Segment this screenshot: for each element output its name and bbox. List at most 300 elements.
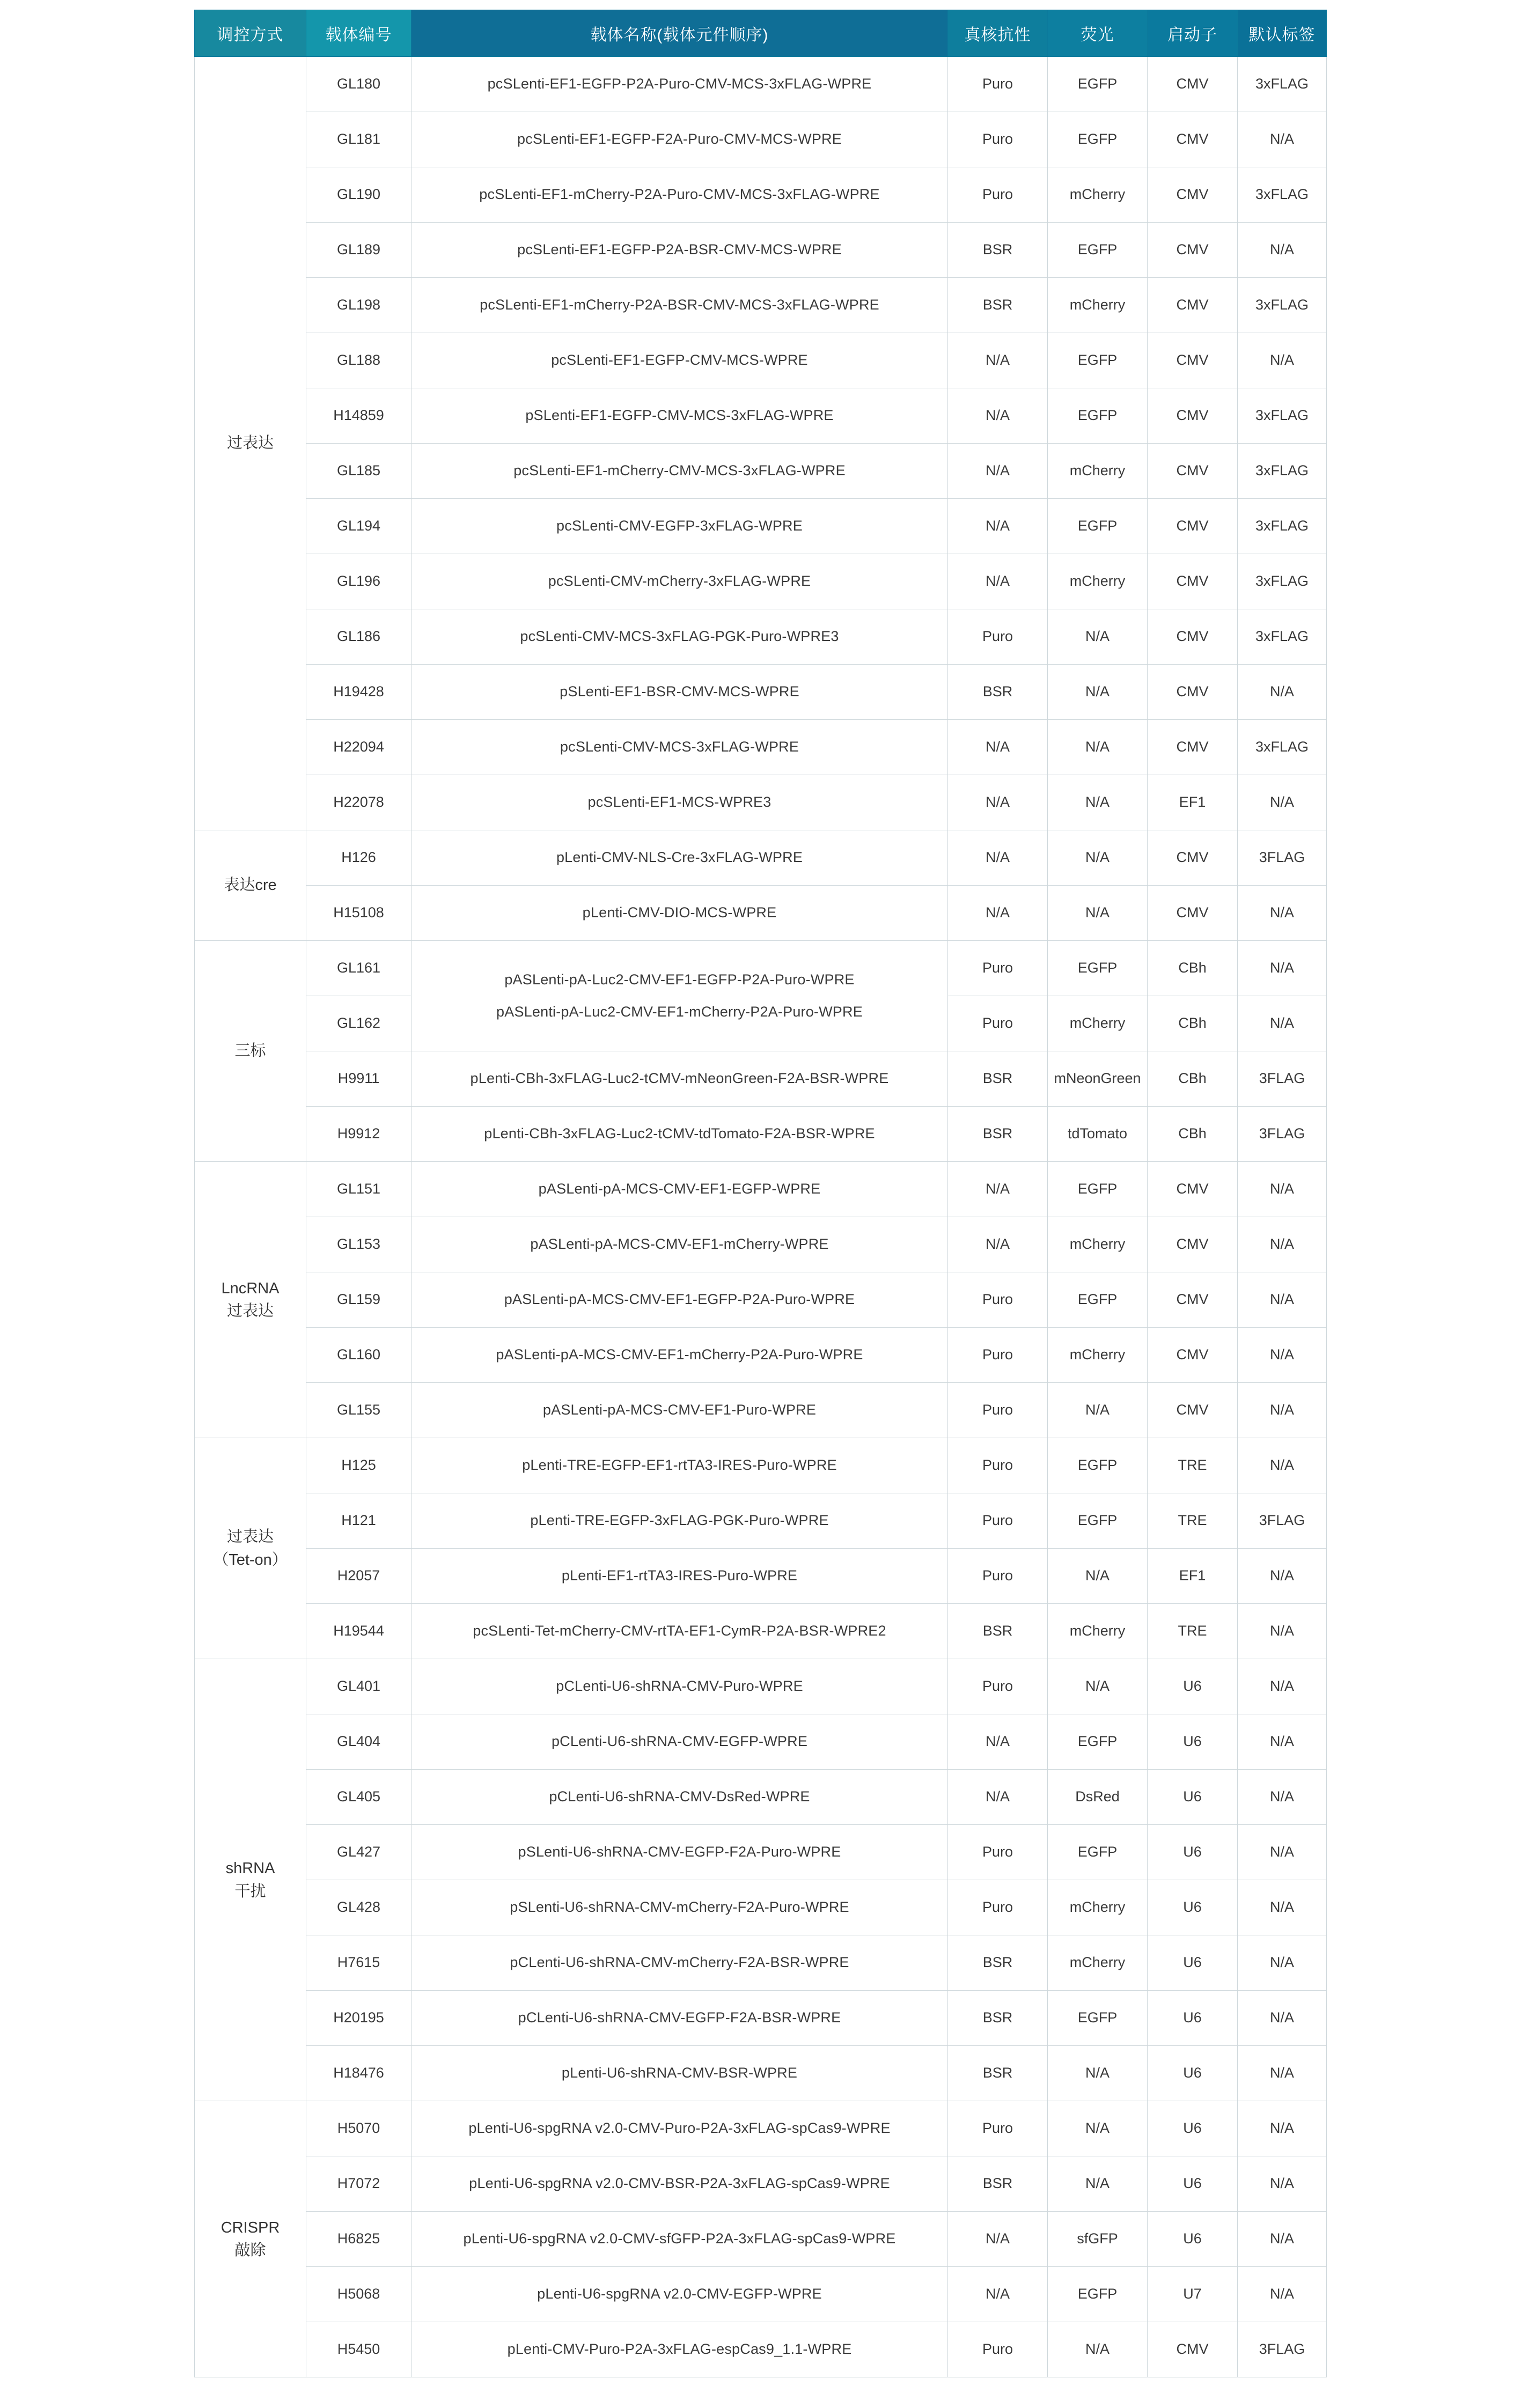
table-row [195, 665, 1327, 720]
fluorescence-cell: tdTomato [1048, 1107, 1148, 1162]
default-tag-cell: N/A [1238, 1880, 1327, 1935]
fluorescence-cell: sfGFP [1048, 2212, 1148, 2267]
promoter-cell: CBh [1148, 996, 1238, 1051]
promoter-cell: U6 [1148, 2212, 1238, 2267]
table-row [195, 1770, 1327, 1825]
group-label-cell [195, 1438, 306, 1659]
fluorescence-cell: EGFP [1048, 1991, 1148, 2046]
vector-id-cell: H7072 [306, 2156, 412, 2212]
column-header-fluorescence: 荧光 [1048, 10, 1148, 57]
resistance-cell: Puro [948, 57, 1048, 112]
group-label-line: LncRNA [221, 1279, 280, 1297]
resistance-cell: Puro [948, 996, 1048, 1051]
promoter-cell: CMV [1148, 2322, 1238, 2377]
table-row [195, 2267, 1327, 2322]
resistance-cell: Puro [948, 167, 1048, 223]
resistance-cell: N/A [948, 886, 1048, 941]
vector-name-cell: pCLenti-U6-shRNA-CMV-DsRed-WPRE [412, 1770, 948, 1825]
default-tag-cell: 3FLAG [1238, 1051, 1327, 1107]
resistance-cell: Puro [948, 1825, 1048, 1880]
table-header-row [195, 10, 1327, 57]
column-header-default-tag: 默认标签 [1238, 10, 1327, 57]
vector-name-cell [412, 941, 948, 1051]
resistance-cell: N/A [948, 2212, 1048, 2267]
fluorescence-cell: mCherry [1048, 1880, 1148, 1935]
vector-id-cell: GL186 [306, 609, 412, 665]
default-tag-cell: N/A [1238, 1549, 1327, 1604]
vector-id-cell: H19428 [306, 665, 412, 720]
fluorescence-cell: EGFP [1048, 57, 1148, 112]
vector-name-cell: pcSLenti-CMV-EGFP-3xFLAG-WPRE [412, 499, 948, 554]
vector-name-cell: pLenti-U6-spgRNA v2.0-CMV-sfGFP-P2A-3xFLAG-spCas9-WPRE [412, 2212, 948, 2267]
default-tag-cell: 3xFLAG [1238, 57, 1327, 112]
vector-id-cell: GL189 [306, 223, 412, 278]
vector-id-cell: GL153 [306, 1217, 412, 1272]
fluorescence-cell: EGFP [1048, 941, 1148, 996]
fluorescence-cell: DsRed [1048, 1770, 1148, 1825]
resistance-cell: BSR [948, 1107, 1048, 1162]
table-row [195, 1107, 1327, 1162]
column-header-regulation: 调控方式 [195, 10, 306, 57]
group-label-line: 敲除 [234, 2242, 266, 2259]
default-tag-cell: N/A [1238, 1714, 1327, 1770]
vector-id-cell: H18476 [306, 2046, 412, 2101]
vector-name-cell: pCLenti-U6-shRNA-CMV-mCherry-F2A-BSR-WPRE [412, 1935, 948, 1991]
default-tag-cell: N/A [1238, 775, 1327, 830]
fluorescence-cell: N/A [1048, 886, 1148, 941]
vector-id-cell: GL196 [306, 554, 412, 609]
resistance-cell: Puro [948, 1328, 1048, 1383]
fluorescence-cell: N/A [1048, 2046, 1148, 2101]
promoter-cell: CMV [1148, 1162, 1238, 1217]
vector-id-cell: GL185 [306, 444, 412, 499]
promoter-cell: U6 [1148, 1770, 1238, 1825]
table-row [195, 223, 1327, 278]
fluorescence-cell: N/A [1048, 609, 1148, 665]
default-tag-cell: 3xFLAG [1238, 609, 1327, 665]
resistance-cell: N/A [948, 1770, 1048, 1825]
promoter-cell: TRE [1148, 1493, 1238, 1549]
vector-name-cell: pLenti-U6-spgRNA v2.0-CMV-BSR-P2A-3xFLAG-spCas9-WPRE [412, 2156, 948, 2212]
resistance-cell: BSR [948, 223, 1048, 278]
resistance-cell: Puro [948, 1383, 1048, 1438]
resistance-cell: N/A [948, 2267, 1048, 2322]
column-header-vector-name: 载体名称(载体元件顺序) [412, 10, 948, 57]
default-tag-cell: N/A [1238, 333, 1327, 388]
default-tag-cell: 3xFLAG [1238, 554, 1327, 609]
table-row [195, 57, 1327, 112]
group-label-line: 三标 [234, 1042, 266, 1060]
table-row [195, 1991, 1327, 2046]
vector-name-cell: pSLenti-EF1-BSR-CMV-MCS-WPRE [412, 665, 948, 720]
table-row [195, 1935, 1327, 1991]
fluorescence-cell: N/A [1048, 775, 1148, 830]
resistance-cell: BSR [948, 665, 1048, 720]
table-row [195, 2322, 1327, 2377]
promoter-cell: U6 [1148, 1880, 1238, 1935]
promoter-cell: CBh [1148, 1107, 1238, 1162]
promoter-cell: U6 [1148, 1714, 1238, 1770]
vector-name-cell: pLenti-CMV-Puro-P2A-3xFLAG-espCas9_1.1-WPRE [412, 2322, 948, 2377]
vector-name-line: pASLenti-pA-Luc2-CMV-EF1-EGFP-P2A-Puro-WPRE [504, 971, 855, 988]
promoter-cell: TRE [1148, 1604, 1238, 1659]
table-row [195, 1659, 1327, 1714]
default-tag-cell: N/A [1238, 2212, 1327, 2267]
vector-id-cell: GL401 [306, 1659, 412, 1714]
fluorescence-cell: EGFP [1048, 1438, 1148, 1493]
fluorescence-cell: N/A [1048, 720, 1148, 775]
table-row [195, 333, 1327, 388]
fluorescence-cell: EGFP [1048, 1272, 1148, 1328]
vector-id-cell: H2057 [306, 1549, 412, 1604]
default-tag-cell: N/A [1238, 1328, 1327, 1383]
vector-name-cell: pSLenti-U6-shRNA-CMV-mCherry-F2A-Puro-WPRE [412, 1880, 948, 1935]
fluorescence-cell: N/A [1048, 1659, 1148, 1714]
table-row [195, 1383, 1327, 1438]
fluorescence-cell: EGFP [1048, 388, 1148, 444]
group-label-cell [195, 830, 306, 941]
promoter-cell: CMV [1148, 1217, 1238, 1272]
default-tag-cell: 3xFLAG [1238, 720, 1327, 775]
table-row [195, 1825, 1327, 1880]
resistance-cell: N/A [948, 499, 1048, 554]
promoter-cell: CBh [1148, 941, 1238, 996]
resistance-cell: Puro [948, 609, 1048, 665]
promoter-cell: U6 [1148, 1935, 1238, 1991]
promoter-cell: CMV [1148, 830, 1238, 886]
promoter-cell: U6 [1148, 1991, 1238, 2046]
fluorescence-cell: mCherry [1048, 1217, 1148, 1272]
vector-name-cell: pASLenti-pA-MCS-CMV-EF1-mCherry-P2A-Puro-WPRE [412, 1328, 948, 1383]
default-tag-cell: N/A [1238, 1770, 1327, 1825]
vector-name-cell: pCLenti-U6-shRNA-CMV-EGFP-F2A-BSR-WPRE [412, 1991, 948, 2046]
promoter-cell: CMV [1148, 1272, 1238, 1328]
table-row [195, 720, 1327, 775]
vector-name-cell: pcSLenti-EF1-mCherry-P2A-BSR-CMV-MCS-3xFLAG-WPRE [412, 278, 948, 333]
resistance-cell: N/A [948, 1217, 1048, 1272]
vector-name-cell: pLenti-CBh-3xFLAG-Luc2-tCMV-mNeonGreen-F2A-BSR-WPRE [412, 1051, 948, 1107]
group-label-line: CRISPR [221, 2219, 280, 2236]
table-row [195, 278, 1327, 333]
promoter-cell: EF1 [1148, 1549, 1238, 1604]
default-tag-cell: 3FLAG [1238, 2322, 1327, 2377]
promoter-cell: U6 [1148, 2156, 1238, 2212]
fluorescence-cell: mCherry [1048, 444, 1148, 499]
resistance-cell: N/A [948, 775, 1048, 830]
vector-name-cell: pcSLenti-EF1-mCherry-P2A-Puro-CMV-MCS-3xFLAG-WPRE [412, 167, 948, 223]
vector-id-cell: GL405 [306, 1770, 412, 1825]
default-tag-cell: N/A [1238, 1604, 1327, 1659]
fluorescence-cell: EGFP [1048, 112, 1148, 167]
default-tag-cell: N/A [1238, 2046, 1327, 2101]
vector-id-cell: GL181 [306, 112, 412, 167]
vector-name-cell: pASLenti-pA-MCS-CMV-EF1-Puro-WPRE [412, 1383, 948, 1438]
table-row [195, 2212, 1327, 2267]
vector-id-cell: H14859 [306, 388, 412, 444]
resistance-cell: Puro [948, 941, 1048, 996]
fluorescence-cell: EGFP [1048, 499, 1148, 554]
default-tag-cell: N/A [1238, 1991, 1327, 2046]
fluorescence-cell: N/A [1048, 2156, 1148, 2212]
resistance-cell: BSR [948, 2156, 1048, 2212]
table-row [195, 1714, 1327, 1770]
vector-name-cell: pLenti-TRE-EGFP-EF1-rtTA3-IRES-Puro-WPRE [412, 1438, 948, 1493]
vector-id-cell: H121 [306, 1493, 412, 1549]
default-tag-cell: N/A [1238, 2101, 1327, 2156]
vector-name-cell: pcSLenti-CMV-MCS-3xFLAG-PGK-Puro-WPRE3 [412, 609, 948, 665]
resistance-cell: BSR [948, 278, 1048, 333]
table-header [195, 10, 1327, 57]
group-label-line: 干扰 [234, 1882, 266, 1900]
default-tag-cell: N/A [1238, 223, 1327, 278]
table-row [195, 388, 1327, 444]
default-tag-cell: 3FLAG [1238, 1107, 1327, 1162]
default-tag-cell: N/A [1238, 1659, 1327, 1714]
vector-name-cell: pcSLenti-EF1-EGFP-P2A-Puro-CMV-MCS-3xFLAG-WPRE [412, 57, 948, 112]
vector-list-table [194, 10, 1327, 2377]
fluorescence-cell: N/A [1048, 1383, 1148, 1438]
promoter-cell: U6 [1148, 2046, 1238, 2101]
vector-name-cell: pLenti-CMV-DIO-MCS-WPRE [412, 886, 948, 941]
promoter-cell: CMV [1148, 499, 1238, 554]
fluorescence-cell: mCherry [1048, 1935, 1148, 1991]
vector-name-cell: pcSLenti-EF1-mCherry-CMV-MCS-3xFLAG-WPRE [412, 444, 948, 499]
resistance-cell: N/A [948, 830, 1048, 886]
promoter-cell: CMV [1148, 278, 1238, 333]
resistance-cell: Puro [948, 1659, 1048, 1714]
fluorescence-cell: EGFP [1048, 1825, 1148, 1880]
default-tag-cell: N/A [1238, 1272, 1327, 1328]
table-row [195, 941, 1327, 996]
resistance-cell: BSR [948, 1991, 1048, 2046]
promoter-cell: CMV [1148, 1383, 1238, 1438]
table-row [195, 444, 1327, 499]
fluorescence-cell: mCherry [1048, 554, 1148, 609]
default-tag-cell: N/A [1238, 1825, 1327, 1880]
column-header-resistance: 真核抗性 [948, 10, 1048, 57]
group-label-line: 过表达 [226, 1302, 274, 1320]
group-label-cell [195, 57, 306, 830]
default-tag-cell: N/A [1238, 1935, 1327, 1991]
resistance-cell: Puro [948, 1549, 1048, 1604]
vector-id-cell: GL198 [306, 278, 412, 333]
table-row [195, 554, 1327, 609]
promoter-cell: CMV [1148, 112, 1238, 167]
table-row [195, 167, 1327, 223]
default-tag-cell: N/A [1238, 996, 1327, 1051]
vector-id-cell: H125 [306, 1438, 412, 1493]
default-tag-cell: N/A [1238, 1162, 1327, 1217]
vector-id-cell: H5070 [306, 2101, 412, 2156]
vector-name-cell: pASLenti-pA-MCS-CMV-EF1-EGFP-P2A-Puro-WPRE [412, 1272, 948, 1328]
vector-name-cell: pASLenti-pA-MCS-CMV-EF1-EGFP-WPRE [412, 1162, 948, 1217]
table-row [195, 1328, 1327, 1383]
default-tag-cell: N/A [1238, 1438, 1327, 1493]
group-label-cell [195, 941, 306, 1162]
default-tag-cell: N/A [1238, 886, 1327, 941]
fluorescence-cell: EGFP [1048, 1714, 1148, 1770]
promoter-cell: CMV [1148, 57, 1238, 112]
vector-name-line: pASLenti-pA-Luc2-CMV-EF1-mCherry-P2A-Puro-WPRE [496, 1003, 863, 1020]
resistance-cell: Puro [948, 1438, 1048, 1493]
fluorescence-cell: N/A [1048, 1549, 1148, 1604]
fluorescence-cell: EGFP [1048, 1493, 1148, 1549]
table-row [195, 2101, 1327, 2156]
vector-id-cell: GL162 [306, 996, 412, 1051]
vector-name-cell: pLenti-U6-shRNA-CMV-BSR-WPRE [412, 2046, 948, 2101]
table-row [195, 1217, 1327, 1272]
vector-name-cell: pASLenti-pA-MCS-CMV-EF1-mCherry-WPRE [412, 1217, 948, 1272]
default-tag-cell: N/A [1238, 1383, 1327, 1438]
default-tag-cell: 3xFLAG [1238, 167, 1327, 223]
promoter-cell: U6 [1148, 2101, 1238, 2156]
promoter-cell: CMV [1148, 665, 1238, 720]
group-label-line: 过表达 [226, 435, 274, 452]
fluorescence-cell: mCherry [1048, 167, 1148, 223]
resistance-cell: Puro [948, 2322, 1048, 2377]
fluorescence-cell: N/A [1048, 830, 1148, 886]
table-row [195, 1162, 1327, 1217]
fluorescence-cell: mNeonGreen [1048, 1051, 1148, 1107]
vector-name-cell: pcSLenti-CMV-MCS-3xFLAG-WPRE [412, 720, 948, 775]
vector-name-cell: pCLenti-U6-shRNA-CMV-Puro-WPRE [412, 1659, 948, 1714]
promoter-cell: CMV [1148, 609, 1238, 665]
vector-name-cell: pSLenti-U6-shRNA-CMV-EGFP-F2A-Puro-WPRE [412, 1825, 948, 1880]
vector-name-cell: pLenti-TRE-EGFP-3xFLAG-PGK-Puro-WPRE [412, 1493, 948, 1549]
fluorescence-cell: N/A [1048, 2101, 1148, 2156]
fluorescence-cell: EGFP [1048, 333, 1148, 388]
vector-id-cell: H9911 [306, 1051, 412, 1107]
group-label-line: 表达cre [224, 877, 277, 894]
promoter-cell: CMV [1148, 167, 1238, 223]
vector-name-cell: pCLenti-U6-shRNA-CMV-EGFP-WPRE [412, 1714, 948, 1770]
column-header-promoter: 启动子 [1148, 10, 1238, 57]
default-tag-cell: N/A [1238, 665, 1327, 720]
vector-id-cell: GL155 [306, 1383, 412, 1438]
vector-id-cell: GL188 [306, 333, 412, 388]
vector-id-cell: H5068 [306, 2267, 412, 2322]
vector-id-cell: H5450 [306, 2322, 412, 2377]
fluorescence-cell: EGFP [1048, 1162, 1148, 1217]
default-tag-cell: 3xFLAG [1238, 444, 1327, 499]
default-tag-cell: N/A [1238, 1217, 1327, 1272]
table-row [195, 1880, 1327, 1935]
default-tag-cell: N/A [1238, 941, 1327, 996]
default-tag-cell: 3xFLAG [1238, 278, 1327, 333]
default-tag-cell: 3xFLAG [1238, 388, 1327, 444]
fluorescence-cell: mCherry [1048, 1328, 1148, 1383]
table-row [195, 775, 1327, 830]
group-label-line: shRNA [225, 1860, 275, 1877]
group-label-line: （Tet-on） [213, 1551, 288, 1568]
vector-id-cell: GL194 [306, 499, 412, 554]
vector-name-cell: pcSLenti-EF1-MCS-WPRE3 [412, 775, 948, 830]
promoter-cell: TRE [1148, 1438, 1238, 1493]
table-row [195, 1438, 1327, 1493]
vector-id-cell: GL160 [306, 1328, 412, 1383]
vector-id-cell: H20195 [306, 1991, 412, 2046]
promoter-cell: CMV [1148, 1328, 1238, 1383]
promoter-cell: CMV [1148, 333, 1238, 388]
vector-id-cell: GL427 [306, 1825, 412, 1880]
vector-id-cell: H6825 [306, 2212, 412, 2267]
vector-id-cell: GL180 [306, 57, 412, 112]
resistance-cell: N/A [948, 554, 1048, 609]
default-tag-cell: 3FLAG [1238, 830, 1327, 886]
resistance-cell: BSR [948, 1604, 1048, 1659]
fluorescence-cell: EGFP [1048, 223, 1148, 278]
table-row [195, 1493, 1327, 1549]
vector-id-cell: H19544 [306, 1604, 412, 1659]
resistance-cell: BSR [948, 2046, 1048, 2101]
promoter-cell: EF1 [1148, 775, 1238, 830]
vector-name-cell: pLenti-U6-spgRNA v2.0-CMV-EGFP-WPRE [412, 2267, 948, 2322]
resistance-cell: Puro [948, 1272, 1048, 1328]
table-row [195, 609, 1327, 665]
vector-id-cell: H15108 [306, 886, 412, 941]
vector-id-cell: H22078 [306, 775, 412, 830]
table-row [195, 886, 1327, 941]
resistance-cell: N/A [948, 444, 1048, 499]
vector-id-cell: GL428 [306, 1880, 412, 1935]
default-tag-cell: N/A [1238, 112, 1327, 167]
promoter-cell: CMV [1148, 720, 1238, 775]
vector-id-cell: GL161 [306, 941, 412, 996]
vector-name-cell: pcSLenti-Tet-mCherry-CMV-rtTA-EF1-CymR-P2A-BSR-WPRE2 [412, 1604, 948, 1659]
table-row [195, 1549, 1327, 1604]
vector-id-cell: H9912 [306, 1107, 412, 1162]
vector-name-cell: pSLenti-EF1-EGFP-CMV-MCS-3xFLAG-WPRE [412, 388, 948, 444]
table-row [195, 2156, 1327, 2212]
fluorescence-cell: EGFP [1048, 2267, 1148, 2322]
promoter-cell: CMV [1148, 886, 1238, 941]
promoter-cell: CMV [1148, 444, 1238, 499]
table-row [195, 1051, 1327, 1107]
promoter-cell: CMV [1148, 223, 1238, 278]
vector-name-cell: pLenti-EF1-rtTA3-IRES-Puro-WPRE [412, 1549, 948, 1604]
resistance-cell: N/A [948, 720, 1048, 775]
fluorescence-cell: N/A [1048, 665, 1148, 720]
column-header-vector-id: 载体编号 [306, 10, 412, 57]
vector-id-cell: H7615 [306, 1935, 412, 1991]
resistance-cell: N/A [948, 333, 1048, 388]
resistance-cell: Puro [948, 1493, 1048, 1549]
group-label-cell [195, 1162, 306, 1438]
table-body [195, 57, 1327, 2377]
fluorescence-cell: mCherry [1048, 1604, 1148, 1659]
promoter-cell: U7 [1148, 2267, 1238, 2322]
vector-id-cell: GL404 [306, 1714, 412, 1770]
table-row [195, 1604, 1327, 1659]
vector-name-cell: pcSLenti-EF1-EGFP-CMV-MCS-WPRE [412, 333, 948, 388]
resistance-cell: N/A [948, 1714, 1048, 1770]
fluorescence-cell: N/A [1048, 2322, 1148, 2377]
default-tag-cell: N/A [1238, 2156, 1327, 2212]
resistance-cell: Puro [948, 112, 1048, 167]
vector-name-cell: pLenti-CMV-NLS-Cre-3xFLAG-WPRE [412, 830, 948, 886]
table-row [195, 2046, 1327, 2101]
resistance-cell: Puro [948, 2101, 1048, 2156]
promoter-cell: CMV [1148, 388, 1238, 444]
promoter-cell: U6 [1148, 1659, 1238, 1714]
resistance-cell: BSR [948, 1935, 1048, 1991]
vector-name-cell: pcSLenti-EF1-EGFP-F2A-Puro-CMV-MCS-WPRE [412, 112, 948, 167]
vector-id-cell: GL159 [306, 1272, 412, 1328]
fluorescence-cell: mCherry [1048, 278, 1148, 333]
vector-name-cell: pLenti-U6-spgRNA v2.0-CMV-Puro-P2A-3xFLAG-spCas9-WPRE [412, 2101, 948, 2156]
default-tag-cell: 3FLAG [1238, 1493, 1327, 1549]
vector-id-cell: GL190 [306, 167, 412, 223]
